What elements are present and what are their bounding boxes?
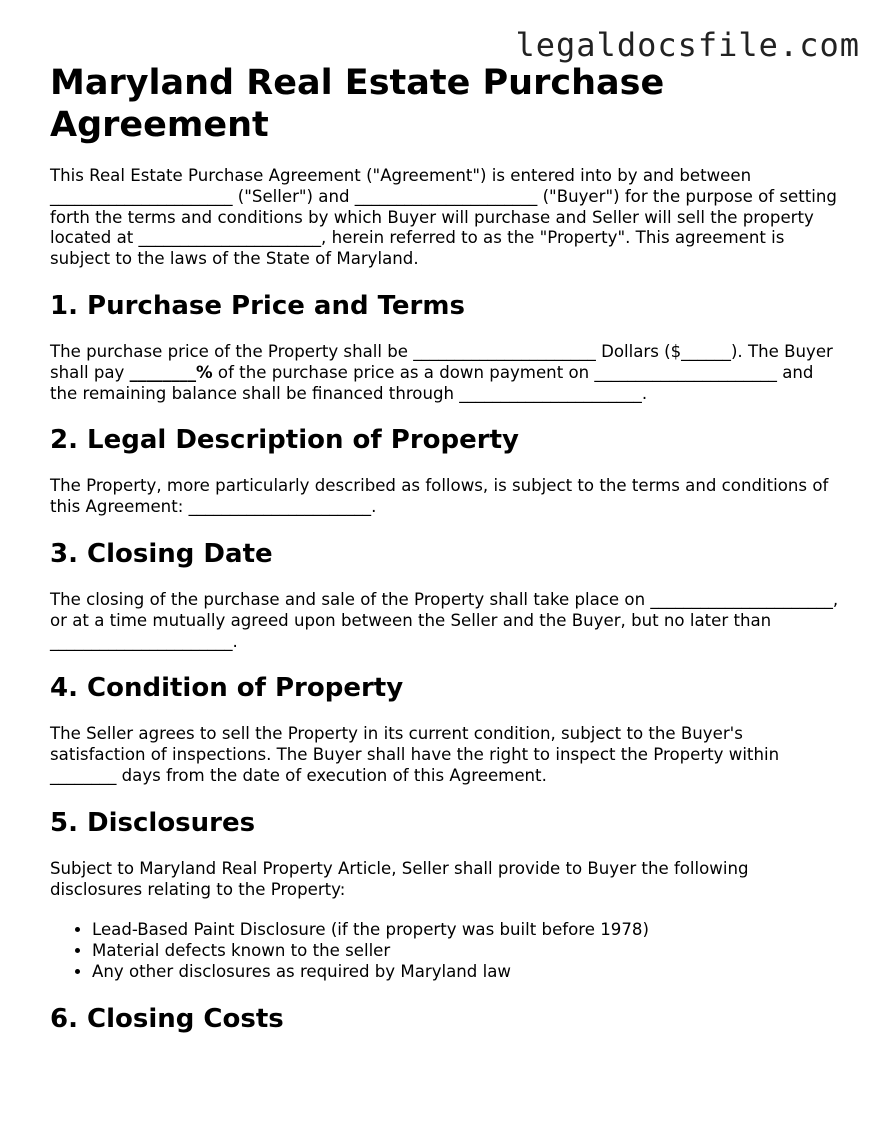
list-item: • Material defects known to the seller	[92, 941, 840, 962]
section-legal-description	[50, 424, 840, 518]
section-closing-costs	[50, 1003, 840, 1035]
down-payment-percent-blank: ________%	[129, 362, 213, 382]
section-body: The closing of the purchase and sale of the Property shall take place on ______________________, or at a time mutually agreed upon between the Seller and the Buyer, but no later than ______________________.	[50, 589, 839, 651]
document-page	[50, 62, 840, 1055]
section-heading: 2. Legal Description of Property	[50, 425, 519, 456]
document-title: Maryland Real Estate Purchase Agreement	[50, 63, 665, 145]
section-disclosures	[50, 807, 840, 983]
section-heading: 4. Condition of Property	[50, 673, 404, 704]
section-body	[50, 342, 840, 404]
section-closing-date	[50, 538, 840, 652]
section-heading: 3. Closing Date	[50, 538, 273, 569]
list-item: • Any other disclosures as required by Maryland law	[92, 962, 840, 983]
section-body: Subject to Maryland Real Property Article, Seller shall provide to Buyer the following disclosures relating to the Property:	[50, 858, 749, 899]
section-text-part: of the purchase price as a down payment on ______________________ and the remaining balance shall be financed through ______________________.	[50, 362, 814, 403]
site-watermark: legaldocsfile.com	[515, 26, 860, 64]
section-body: The Seller agrees to sell the Property in its current condition, subject to the Buyer's satisfaction of inspections. The Buyer shall have the right to inspect the Property within ________ days from the date of execution of this Agreement.	[50, 724, 780, 785]
section-body: The Property, more particularly described as follows, is subject to the terms and conditions of this Agreement: ______________________.	[50, 476, 829, 517]
intro-paragraph: This Real Estate Purchase Agreement ("Agreement") is entered into by and between ______________________ ("Seller") and ______________________ ("Buyer") for the purpose of setting forth the terms and conditions by which Buyer will purchase and Seller will sell the property located at ______________________, herein referred to as the "Property". This agreement is subject to the laws of the State of Maryland.	[50, 166, 837, 269]
list-item: • Lead-Based Paint Disclosure (if the property was built before 1978)	[92, 920, 840, 941]
section-text-part: The purchase price of the Property shall be ______________________ Dollars ($______). The Buyer shall pay	[50, 341, 833, 382]
section-condition	[50, 672, 840, 786]
section-heading: 1. Purchase Price and Terms	[50, 290, 465, 321]
section-purchase-price	[50, 290, 840, 404]
disclosure-list	[50, 920, 840, 982]
section-heading: 5. Disclosures	[50, 807, 256, 838]
section-heading: 6. Closing Costs	[50, 1003, 284, 1034]
